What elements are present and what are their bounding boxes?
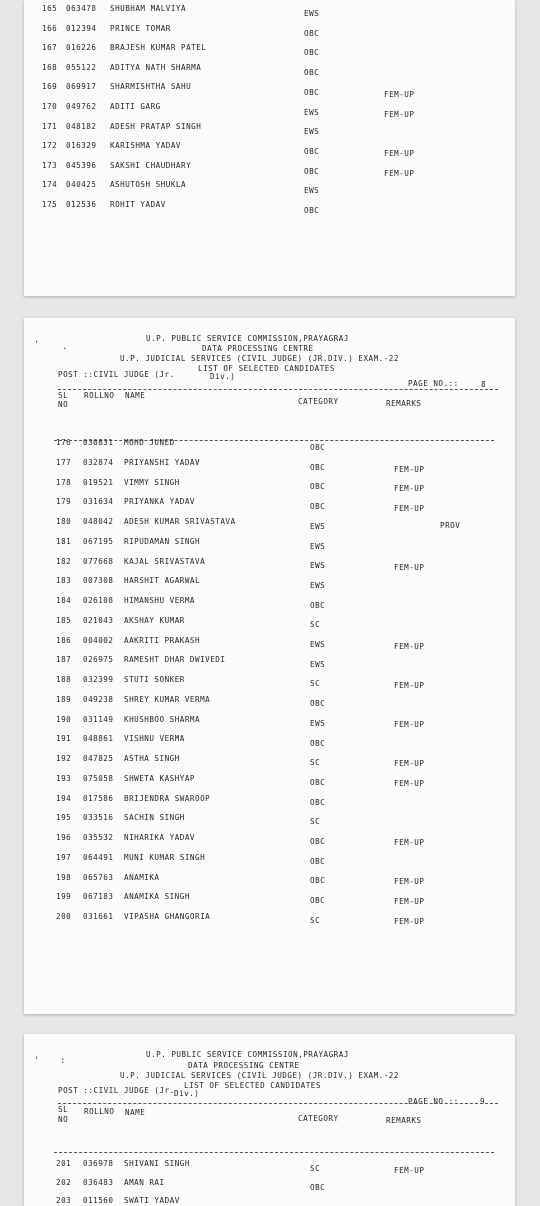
page-sheet-8 xyxy=(24,318,515,1014)
roll-number: 031661 xyxy=(83,912,114,921)
category-cell: OBC xyxy=(310,738,326,748)
category-cell: OBC xyxy=(310,1182,326,1192)
scan-mark: ' xyxy=(34,1056,40,1066)
serial-number: 181 xyxy=(56,536,72,546)
roll-number: 063478 xyxy=(66,4,97,13)
category-cell: OBC xyxy=(310,443,326,452)
serial-number: 193 xyxy=(56,773,72,783)
category-cell: OBC xyxy=(310,876,326,886)
roll-number: 004002 xyxy=(83,635,114,645)
remarks-cell: FEM-UP xyxy=(394,484,425,494)
roll-number: 012536 xyxy=(66,200,97,209)
category-cell: OBC xyxy=(310,502,326,512)
remarks-cell: FEM-UP xyxy=(394,464,425,474)
candidate-name: PRIYANKA YADAV xyxy=(124,497,196,507)
candidate-name: AAKRITI PRAKASH xyxy=(124,635,201,645)
candidate-name: PRINCE TOMAR xyxy=(110,23,171,33)
col-sl: SL xyxy=(58,391,69,400)
category-cell: EWS xyxy=(304,186,320,196)
serial-number: 177 xyxy=(56,457,72,467)
post-label: POST ::CIVIL JUDGE (Jr. xyxy=(58,1086,175,1095)
category-cell: EWS xyxy=(304,127,320,137)
col-name: NAME xyxy=(125,1108,146,1117)
roll-number: 011560 xyxy=(83,1196,114,1205)
col-remarks: REMARKS xyxy=(386,399,422,408)
serial-number: 169 xyxy=(42,82,58,92)
category-cell: OBC xyxy=(310,797,326,807)
category-cell: OBC xyxy=(304,87,320,97)
remarks-cell: FEM-UP xyxy=(394,896,425,906)
candidate-name: VISHNU VERMA xyxy=(124,734,185,744)
list-title: LIST OF SELECTED CANDIDATES xyxy=(198,364,335,373)
remarks-cell: FEM-UP xyxy=(394,503,425,513)
candidate-name: ROHIT YADAV xyxy=(110,200,166,209)
roll-number: 035532 xyxy=(83,833,114,842)
category-cell: EWS xyxy=(304,9,320,18)
serial-number: 176 xyxy=(56,438,72,447)
candidate-name: MOHD JUNED xyxy=(124,438,175,447)
serial-number: 178 xyxy=(56,477,72,487)
roll-number: 026975 xyxy=(83,655,114,665)
remarks-cell: FEM-UP xyxy=(394,562,425,572)
category-cell: OBC xyxy=(310,699,326,709)
category-cell: OBC xyxy=(310,462,326,472)
serial-number: 183 xyxy=(56,576,72,586)
candidate-name: RIPUDAMAN SINGH xyxy=(124,536,201,546)
page-number: 9 xyxy=(480,1097,486,1106)
centre-title: DATA PROCESSING CENTRE xyxy=(188,1061,300,1070)
serial-number: 184 xyxy=(56,596,72,605)
remarks-cell: FEM-UP xyxy=(384,90,415,99)
candidate-name: SWATI YADAV xyxy=(124,1196,180,1205)
serial-number: 199 xyxy=(56,892,72,902)
roll-number: 045396 xyxy=(66,160,97,170)
candidate-name: ASTHA SINGH xyxy=(124,754,180,763)
serial-number: 179 xyxy=(56,497,72,507)
serial-number: 167 xyxy=(42,43,58,53)
category-cell: OBC xyxy=(304,206,320,215)
serial-number: 197 xyxy=(56,852,72,862)
category-cell: EWS xyxy=(310,718,326,728)
serial-number: 196 xyxy=(56,833,72,842)
serial-number: 200 xyxy=(56,912,72,921)
page-number-label: PAGE NO.:: xyxy=(408,379,459,388)
serial-number: 195 xyxy=(56,813,72,823)
centre-title: DATA PROCESSING CENTRE xyxy=(202,344,314,353)
candidate-name: SHREY KUMAR VERMA xyxy=(124,694,211,704)
serial-number: 187 xyxy=(56,655,72,665)
serial-number: 203 xyxy=(56,1196,72,1205)
candidate-name: ANAMIKA SINGH xyxy=(124,892,190,902)
col-category: CATEGORY xyxy=(298,1114,339,1123)
candidate-name: AMAN RAI xyxy=(124,1177,165,1187)
serial-number: 182 xyxy=(56,556,72,566)
roll-number: 026108 xyxy=(83,596,114,605)
remarks-cell: FEM-UP xyxy=(394,779,425,789)
exam-title: U.P. JUDICIAL SERVICES (CIVIL JUDGE) (JR.DIV.) EXAM.-22 xyxy=(120,354,399,363)
serial-number: 173 xyxy=(42,160,58,170)
candidate-name: BRAJESH KUMAR PATEL xyxy=(110,43,207,53)
candidate-name: VIMMY SINGH xyxy=(124,477,180,487)
post-label-cont: Div.) xyxy=(174,1089,200,1098)
category-cell: SC xyxy=(310,1164,321,1173)
col-no: NO xyxy=(58,1115,69,1124)
post-label-cont: Div.) xyxy=(210,372,236,381)
candidate-name: PRIYANSHI YADAV xyxy=(124,457,201,467)
category-cell: OBC xyxy=(304,68,320,78)
candidate-name: SHARMISHTHA SAHU xyxy=(110,82,192,92)
page-number-label: PAGE NO.:: xyxy=(408,1097,459,1106)
scan-mark: ' xyxy=(34,340,40,350)
scan-mark: . xyxy=(62,342,68,352)
page-sheet-7 xyxy=(24,0,515,296)
remarks-cell: FEM-UP xyxy=(394,838,425,847)
roll-number: 067195 xyxy=(83,536,114,546)
roll-number: 012394 xyxy=(66,23,97,33)
header-rule xyxy=(58,389,498,390)
roll-number: 033516 xyxy=(83,813,114,823)
roll-number: 032399 xyxy=(83,675,114,684)
col-rollno: ROLLNO xyxy=(84,1107,115,1116)
table-rule xyxy=(54,1152,494,1153)
col-remarks: REMARKS xyxy=(386,1116,422,1125)
list-title: LIST OF SELECTED CANDIDATES xyxy=(184,1081,321,1090)
serial-number: 174 xyxy=(42,180,58,190)
category-cell: SC xyxy=(310,679,321,689)
category-cell: EWS xyxy=(310,541,326,551)
serial-number: 188 xyxy=(56,675,72,684)
roll-number: 075058 xyxy=(83,773,114,783)
candidate-name: STUTI SONKER xyxy=(124,675,185,684)
page-sheet-9 xyxy=(24,1034,515,1206)
candidate-name: ADITYA NATH SHARMA xyxy=(110,62,202,72)
post-label: POST ::CIVIL JUDGE (Jr. xyxy=(58,370,175,379)
candidate-name: AKSHAY KUMAR xyxy=(124,615,185,625)
candidate-name: ADESH KUMAR SRIVASTAVA xyxy=(124,517,236,526)
remarks-cell: FEM-UP xyxy=(394,759,425,769)
roll-number: 016329 xyxy=(66,141,97,151)
candidate-name: KARISHMA YADAV xyxy=(110,141,182,151)
exam-title: U.P. JUDICIAL SERVICES (CIVIL JUDGE) (JR.DIV.) EXAM.-22 xyxy=(120,1071,399,1080)
remarks-cell: FEM-UP xyxy=(384,169,415,178)
roll-number: 036483 xyxy=(83,1177,114,1187)
serial-number: 170 xyxy=(42,102,58,111)
category-cell: OBC xyxy=(310,896,326,906)
candidate-name: RAMESHT DHAR DWIVEDI xyxy=(124,655,226,665)
roll-number: 036978 xyxy=(83,1159,114,1168)
header-rule xyxy=(58,1103,498,1104)
candidate-name: ANAMIKA xyxy=(124,872,160,882)
category-cell: EWS xyxy=(310,580,326,590)
col-name: NAME xyxy=(125,391,146,400)
remarks-cell: FEM-UP xyxy=(394,641,425,651)
candidate-name: SHWETA KASHYAP xyxy=(124,773,196,783)
serial-number: 198 xyxy=(56,872,72,882)
extra-remarks-cell: PROV xyxy=(440,521,461,530)
category-cell: OBC xyxy=(304,28,320,38)
roll-number: 055122 xyxy=(66,62,97,72)
serial-number: 172 xyxy=(42,141,58,151)
roll-number: 016226 xyxy=(66,43,97,53)
col-rollno: ROLLNO xyxy=(84,391,115,400)
serial-number: 180 xyxy=(56,517,72,526)
remarks-cell: FEM-UP xyxy=(394,877,425,887)
roll-number: 067183 xyxy=(83,892,114,902)
col-category: CATEGORY xyxy=(298,397,339,406)
roll-number: 048182 xyxy=(66,121,97,131)
serial-number: 190 xyxy=(56,714,72,724)
category-cell: OBC xyxy=(304,166,320,176)
category-cell: EWS xyxy=(304,107,320,117)
roll-number: 048042 xyxy=(83,517,114,526)
category-cell: OBC xyxy=(304,48,320,58)
serial-number: 175 xyxy=(42,200,58,209)
category-cell: OBC xyxy=(310,482,326,492)
category-cell: EWS xyxy=(310,659,326,669)
roll-number: 017586 xyxy=(83,793,114,803)
candidate-name: ADITI GARG xyxy=(110,102,161,111)
candidate-name: MUNI KUMAR SINGH xyxy=(124,852,206,862)
category-cell: OBC xyxy=(310,777,326,787)
serial-number: 168 xyxy=(42,62,58,72)
remarks-cell: FEM-UP xyxy=(394,680,425,690)
roll-number: 007308 xyxy=(83,576,114,586)
roll-number: 047825 xyxy=(83,754,114,763)
candidate-name: SACHIN SINGH xyxy=(124,813,185,823)
category-cell: OBC xyxy=(310,600,326,610)
candidate-name: NIHARIKA YADAV xyxy=(124,833,196,842)
table-rule xyxy=(54,440,494,441)
category-cell: OBC xyxy=(304,146,320,156)
serial-number: 186 xyxy=(56,635,72,645)
candidate-name: SHUBHAM MALVIYA xyxy=(110,4,187,13)
roll-number: 021043 xyxy=(83,615,114,625)
remarks-cell: FEM-UP xyxy=(394,916,425,926)
col-no: NO xyxy=(58,400,69,409)
category-cell: EWS xyxy=(310,521,326,531)
roll-number: 040425 xyxy=(66,180,97,190)
page-number: 8 xyxy=(481,380,487,389)
serial-number: 185 xyxy=(56,615,72,625)
category-cell: EWS xyxy=(310,640,326,649)
roll-number: 049238 xyxy=(83,694,114,704)
roll-number: 019521 xyxy=(83,477,114,487)
serial-number: 166 xyxy=(42,23,58,33)
serial-number: 192 xyxy=(56,754,72,763)
serial-number: 202 xyxy=(56,1177,72,1187)
category-cell: SC xyxy=(310,758,321,768)
roll-number: 031149 xyxy=(83,714,114,724)
candidate-name: HARSHIT AGARWAL xyxy=(124,576,201,586)
remarks-cell: FEM-UP xyxy=(384,109,415,119)
roll-number: 049762 xyxy=(66,102,97,111)
roll-number: 077668 xyxy=(83,556,114,566)
candidate-name: KAJAL SRIVASTAVA xyxy=(124,556,206,566)
category-cell: EWS xyxy=(310,561,326,571)
serial-number: 201 xyxy=(56,1159,72,1168)
candidate-name: KHUSHBOO SHARMA xyxy=(124,714,201,724)
candidate-name: SHIVANI SINGH xyxy=(124,1159,190,1168)
serial-number: 171 xyxy=(42,121,58,131)
candidate-name: VIPASHA GHANGORIA xyxy=(124,912,211,921)
remarks-cell: FEM-UP xyxy=(384,149,415,159)
roll-number: 048861 xyxy=(83,734,114,744)
serial-number: 194 xyxy=(56,793,72,803)
category-cell: SC xyxy=(310,915,321,925)
candidate-name: ADESH PRATAP SINGH xyxy=(110,121,202,131)
commission-title: U.P. PUBLIC SERVICE COMMISSION,PRAYAGRAJ xyxy=(146,1050,349,1059)
col-sl: SL xyxy=(58,1105,69,1114)
roll-number: 065763 xyxy=(83,872,114,882)
category-cell: SC xyxy=(310,620,321,630)
roll-number: 030831 xyxy=(83,438,114,447)
candidate-name: HIMANSHU VERMA xyxy=(124,596,196,605)
category-cell: OBC xyxy=(310,856,326,866)
remarks-cell: FEM-UP xyxy=(394,720,425,730)
roll-number: 032874 xyxy=(83,457,114,467)
roll-number: 064491 xyxy=(83,852,114,862)
candidate-name: BRIJENDRA SWAROOP xyxy=(124,793,211,803)
commission-title: U.P. PUBLIC SERVICE COMMISSION,PRAYAGRAJ xyxy=(146,334,349,343)
serial-number: 191 xyxy=(56,734,72,744)
remarks-cell: FEM-UP xyxy=(394,1166,425,1175)
candidate-name: SAKSHI CHAUDHARY xyxy=(110,160,192,170)
category-cell: SC xyxy=(310,817,321,827)
scan-mark: : xyxy=(60,1056,66,1066)
roll-number: 069917 xyxy=(66,82,97,92)
serial-number: 189 xyxy=(56,694,72,704)
category-cell: OBC xyxy=(310,837,326,846)
serial-number: 165 xyxy=(42,4,58,13)
candidate-name: ASHUTOSH SHUKLA xyxy=(110,180,187,190)
roll-number: 031634 xyxy=(83,497,114,507)
